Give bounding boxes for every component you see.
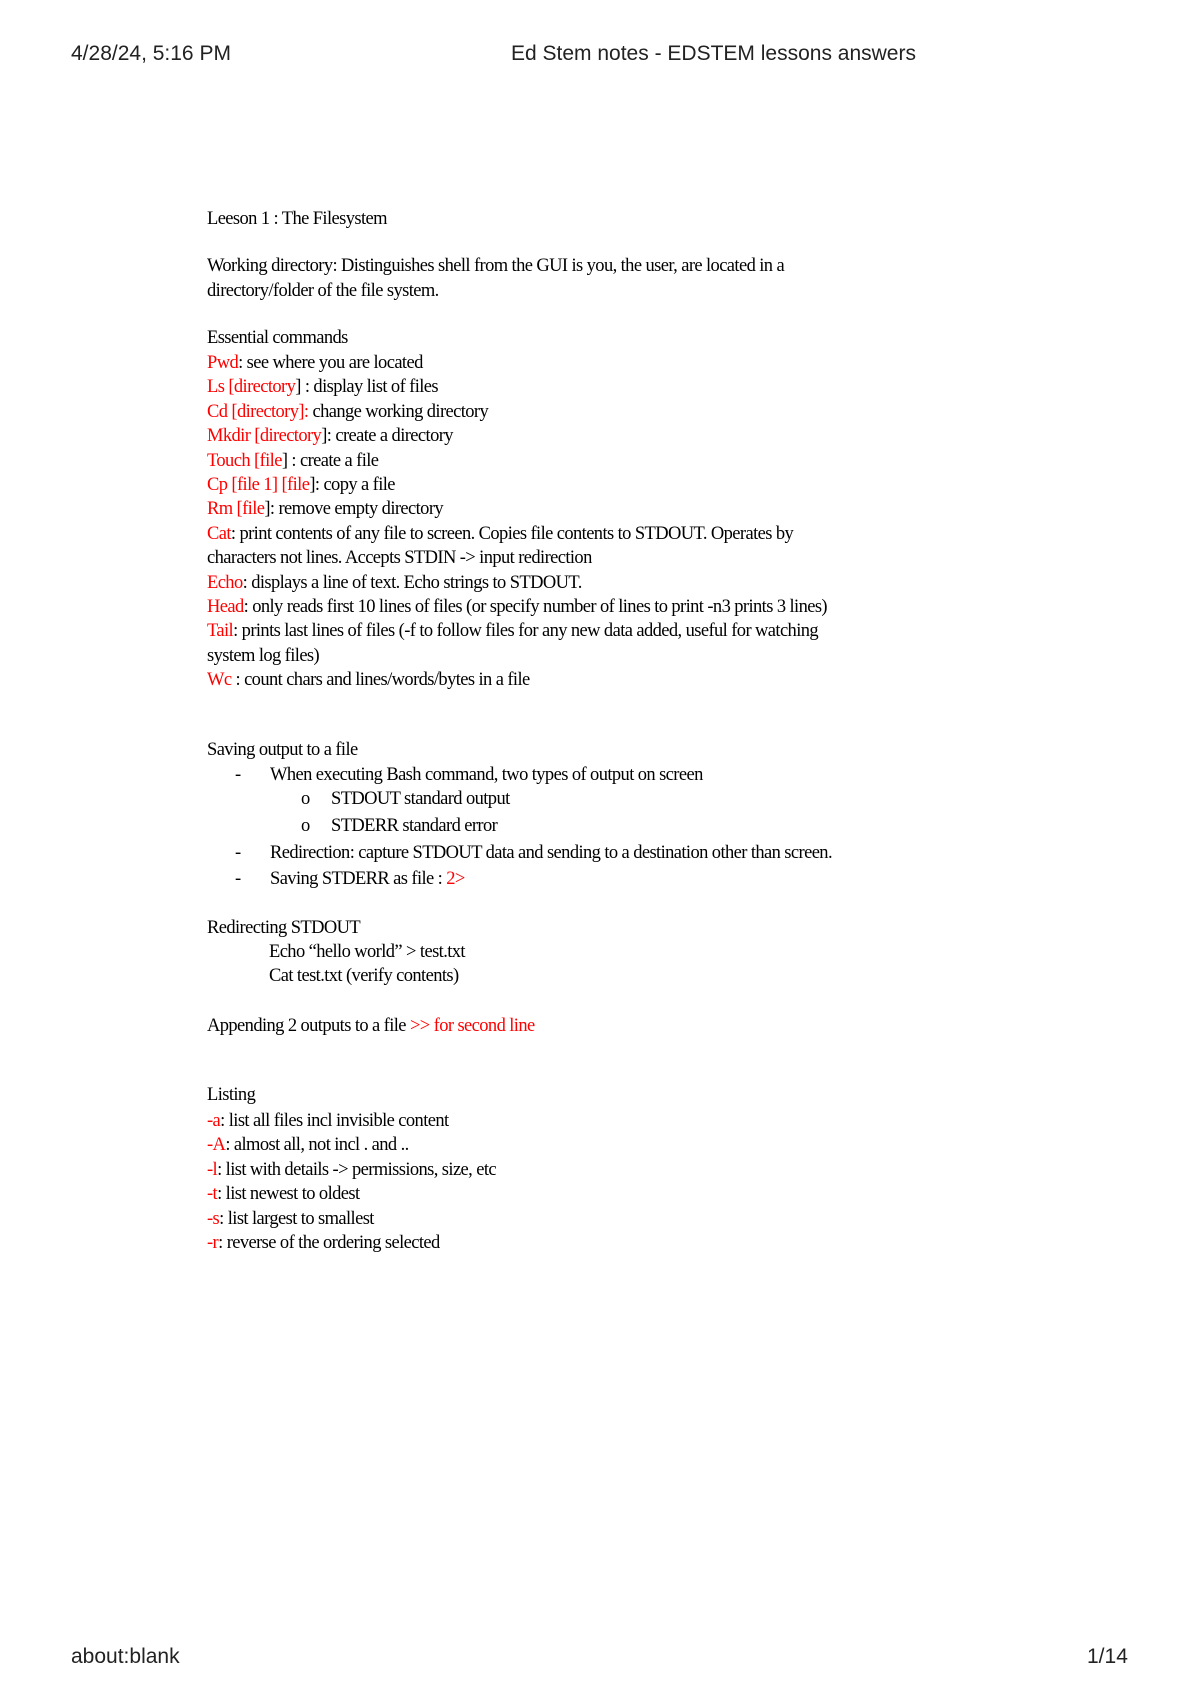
- command-name: Cat: [207, 523, 231, 544]
- command-description: ]: copy a file: [309, 475, 395, 495]
- command-name: Cd [directory]:: [207, 401, 309, 422]
- command-description: : see where you are located: [238, 353, 423, 373]
- bullet-text: STDERR standard error: [331, 816, 498, 836]
- list-item: [207, 1231, 440, 1255]
- command-name: Cp [file 1] [file: [207, 475, 310, 495]
- list-item: [207, 1158, 496, 1182]
- highlight-text: >> for second line: [409, 1016, 535, 1036]
- circle-bullet: o: [301, 789, 310, 809]
- command-name: Echo: [207, 572, 243, 593]
- list-item: [207, 449, 378, 473]
- command-description: ]: remove empty directory: [264, 499, 444, 520]
- bullet-item: [235, 763, 703, 787]
- list-item: [207, 1182, 360, 1206]
- page-number: 1/14: [1087, 1645, 1128, 1668]
- command-name: Pwd: [207, 353, 239, 373]
- command-description: : count chars and lines/words/bytes in a file: [231, 670, 530, 691]
- list-item: [207, 424, 453, 448]
- list-item: [207, 644, 319, 668]
- command-description: characters not lines. Accepts STDIN -> input redirection: [207, 548, 592, 569]
- command-name: Wc: [207, 670, 232, 691]
- list-item: [207, 1133, 409, 1157]
- lesson-heading: Leeson 1 : The Filesystem: [207, 209, 387, 229]
- command-description: : reverse of the ordering selected: [218, 1233, 440, 1253]
- dash-bullet: -: [235, 869, 241, 889]
- command-name: -r: [207, 1233, 219, 1253]
- print-datetime: 4/28/24, 5:16 PM: [71, 42, 231, 65]
- list-item: [207, 351, 423, 375]
- list-item: [207, 1109, 449, 1133]
- section-title: Essential commands: [207, 328, 348, 348]
- print-title: Ed Stem notes - EDSTEM lessons answers: [511, 42, 916, 65]
- bullet-text: When executing Bash command, two types of output on screen: [270, 765, 703, 785]
- command-description: system log files): [207, 645, 320, 666]
- command-description: ] : display list of files: [295, 377, 439, 398]
- list-item: [207, 522, 793, 546]
- command-name: -A: [207, 1135, 226, 1156]
- list-item: [207, 1207, 374, 1231]
- list-item: [207, 571, 582, 595]
- append-text: Appending 2 outputs to a file: [207, 1016, 410, 1036]
- command-name: Touch [file: [207, 450, 282, 471]
- list-item: [207, 619, 818, 643]
- command-description: : list newest to oldest: [217, 1184, 360, 1205]
- command-description: : list all files incl invisible content: [220, 1111, 449, 1131]
- bullet-item: [235, 867, 465, 891]
- command-description: ]: create a directory: [321, 426, 453, 447]
- paragraph-line: Working directory: Distinguishes shell from the GUI is you, the user, are located in a: [207, 256, 785, 276]
- bullet-text: STDOUT standard output: [331, 789, 510, 809]
- command-name: Head: [207, 597, 244, 617]
- list-item: [207, 497, 443, 521]
- page-url: about:blank: [71, 1645, 180, 1668]
- section-title: Listing: [207, 1085, 256, 1105]
- command-description: change working directory: [308, 401, 489, 422]
- document-body: [207, 0, 1107, 1700]
- command-description: : prints last lines of files (-f to follow files for any new data added, useful for watching: [233, 621, 819, 642]
- bullet-text: Saving STDERR as file :: [270, 869, 447, 889]
- command-name: Rm [file: [207, 499, 265, 520]
- command-name: -l: [207, 1159, 218, 1180]
- bullet-text: Redirection: capture STDOUT data and sending to a destination other than screen.: [270, 843, 832, 863]
- dash-bullet: -: [235, 765, 241, 785]
- code-line: Cat test.txt (verify contents): [269, 966, 459, 986]
- command-description: : list with details -> permissions, size, etc: [217, 1159, 496, 1180]
- circle-bullet: o: [301, 816, 310, 836]
- command-name: Mkdir [directory: [207, 426, 322, 447]
- bullet-item: [235, 841, 832, 865]
- list-item: [207, 668, 530, 692]
- list-item: [207, 375, 438, 399]
- sub-bullet-item: [301, 814, 498, 838]
- section-title: Redirecting STDOUT: [207, 918, 361, 938]
- append-line: [207, 1014, 535, 1038]
- command-description: : list largest to smallest: [219, 1208, 374, 1229]
- section-title: Saving output to a file: [207, 740, 358, 760]
- list-item: [207, 595, 827, 619]
- paragraph-line: directory/folder of the file system.: [207, 281, 439, 301]
- command-name: -a: [207, 1111, 221, 1131]
- command-name: -s: [207, 1208, 220, 1229]
- dash-bullet: -: [235, 843, 241, 863]
- code-line: Echo “hello world” > test.txt: [269, 942, 465, 962]
- command-description: ] : create a file: [281, 450, 379, 471]
- command-name: Tail: [207, 621, 234, 642]
- command-description: : print contents of any file to screen. Copies file contents to STDOUT. Operates by: [230, 523, 794, 544]
- list-item: [207, 473, 395, 497]
- highlight-text: 2>: [446, 869, 465, 889]
- command-description: : only reads first 10 lines of files (or specify number of lines to print -n3 prints 3 lines): [243, 597, 827, 617]
- list-item: [207, 546, 592, 570]
- command-description: : almost all, not incl . and ..: [225, 1135, 409, 1156]
- sub-bullet-item: [301, 787, 510, 811]
- command-description: : displays a line of text. Echo strings to STDOUT.: [242, 572, 582, 593]
- command-name: Ls [directory: [207, 377, 296, 398]
- command-name: -t: [207, 1184, 218, 1205]
- list-item: [207, 400, 488, 424]
